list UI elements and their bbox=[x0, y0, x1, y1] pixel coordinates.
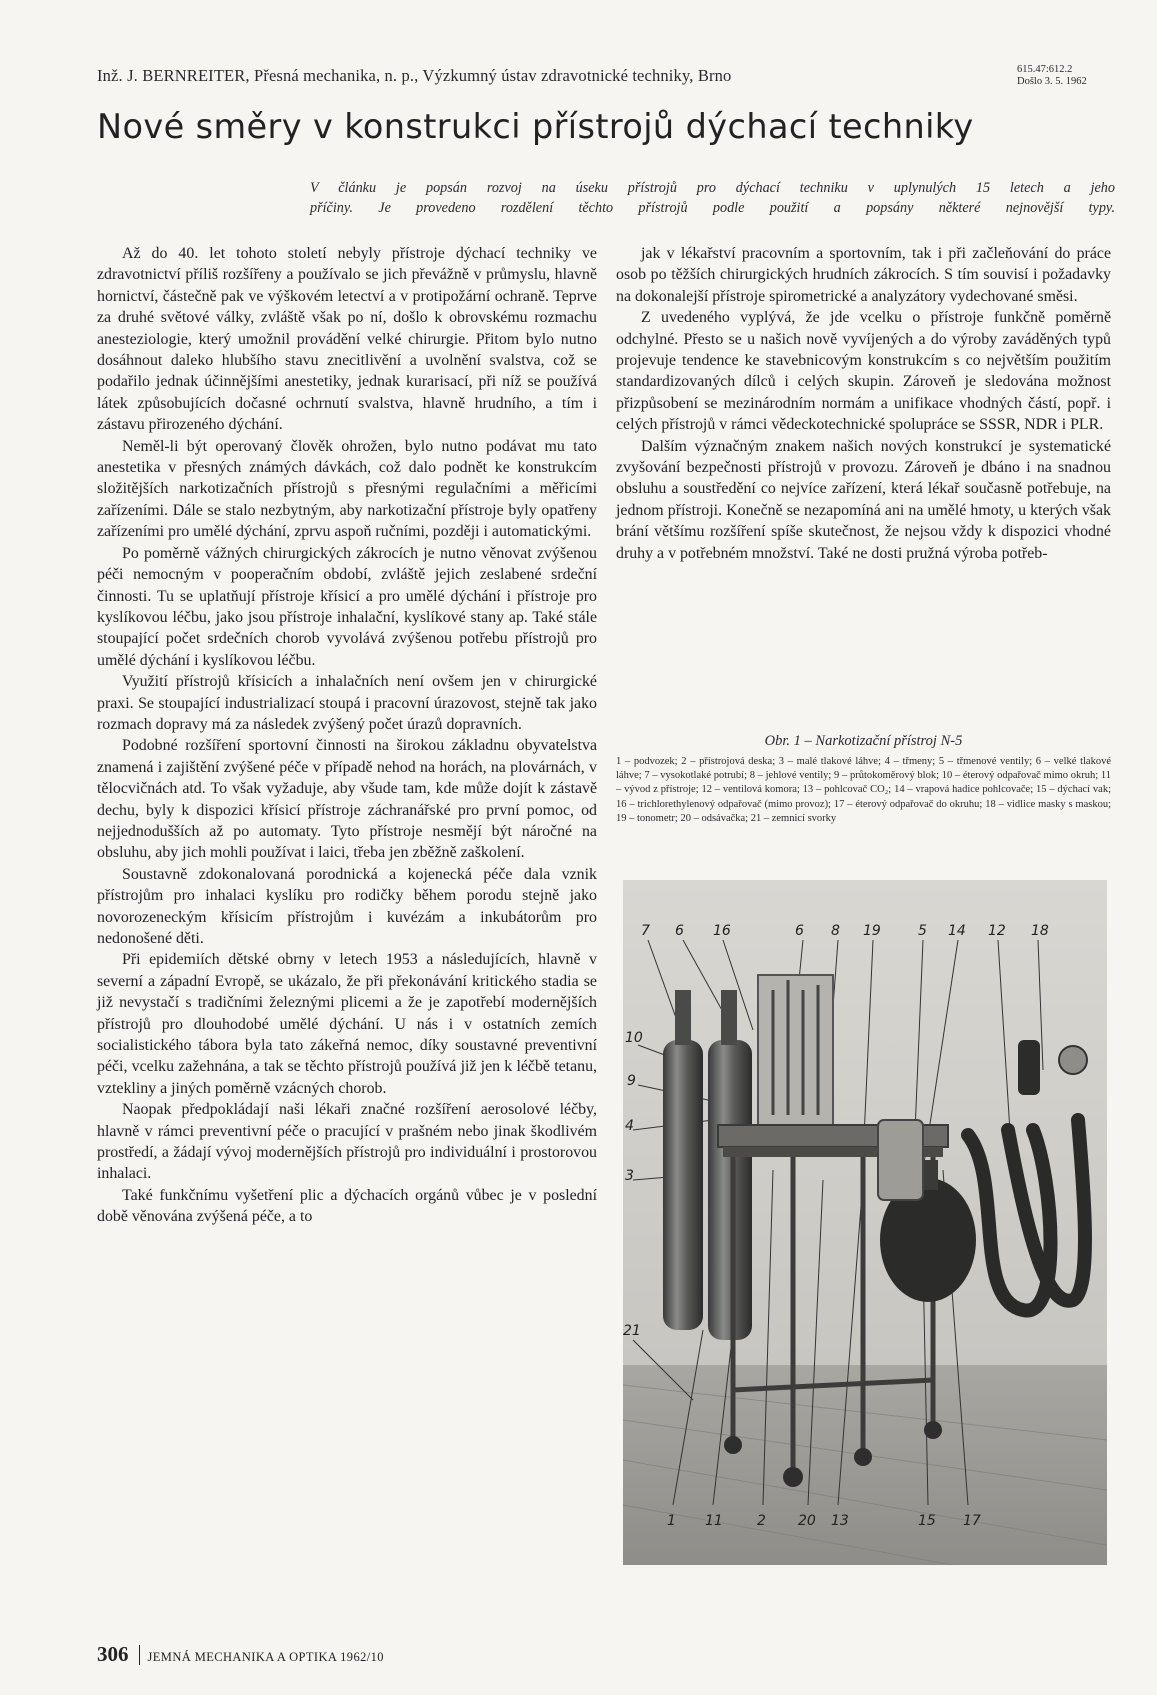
callout-label: 1 bbox=[667, 1513, 676, 1529]
callout-label: 11 bbox=[705, 1513, 723, 1529]
apparatus-illustration bbox=[623, 880, 1107, 1565]
callout-label: 15 bbox=[918, 1513, 936, 1529]
paragraph: Po poměrně vážných chirurgických zákrocích je nutno věnovat zvýšenou péči nemocným v pooperačním období, zvláště jejich zeslabené srdeční činnosti. Tu se uplatňují přístroje křísicí a pro umělé dýchání i přístroje pro kyslíkovou léčbu, jako jsou přístroje inhalační, kyslíkové stany ap. Také stále stoupající počet srdečních chorob vyvolává zvýšenou potřebu přístrojů pro umělé dýchání i kyslíkovou léčbu. bbox=[97, 544, 597, 669]
callout-label: 12 bbox=[988, 923, 1006, 939]
paragraph: Využití přístrojů křísicích a inhalačních není ovšem jen v chirurgické praxi. Se stoupající industrializací stoupá i pracovní úrazovost, stejně tak jako rozmach dopravy má za následek zvýšený počet úrazů dopravních. bbox=[97, 673, 597, 733]
callout-label: 8 bbox=[831, 923, 840, 939]
right-column bbox=[616, 243, 1111, 564]
page-footer bbox=[97, 1642, 697, 1667]
callout-label: 3 bbox=[625, 1168, 634, 1184]
abstract bbox=[310, 178, 1115, 218]
callout-label: 6 bbox=[675, 923, 684, 939]
abstract-line-2: příčiny. Je provedeno rozdělení těchto přístrojů podle použití a popsány některé nejnovější typy. bbox=[310, 200, 1115, 216]
callout-label: 21 bbox=[623, 1323, 641, 1339]
page-number: 306 bbox=[97, 1642, 129, 1666]
callout-label: 20 bbox=[798, 1513, 816, 1529]
article-title: Nové směry v konstrukci přístrojů dýchací techniky bbox=[97, 107, 974, 146]
abstract-line-1: V článku je popsán rozvoj na úseku přístrojů pro dýchací techniku v uplynulých 15 letech a jeho bbox=[310, 180, 1115, 196]
callout-label: 18 bbox=[1031, 923, 1049, 939]
left-column bbox=[97, 243, 597, 1228]
callout-label: 10 bbox=[625, 1030, 643, 1046]
paragraph: Až do 40. let tohoto století nebyly přístroje dýchací techniky ve zdravotnictví příliš rozšířeny a používalo se jich převážně v průmyslu, hlavně hornictví, částečně pak ve výškovém letectví a v protipožární ochraně. Teprve za druhé světové války, zvláště však po ní, došlo k obrovskému rozmachu anesteziologie, který umožnil provádění velké chirurgie. Přitom bylo nutno dosáhnout daleko hlubšího stavu znecitlivění a uvolnění svalstva, což se podařilo jednak účinnějšími anestetiky, jednak kurarisací, při níž se používá látek způsobujících dočasné ochrnutí svalstva, hlavně hrudního, a tím i zástavu přirozeného dýchání. bbox=[97, 245, 597, 434]
callout-label: 5 bbox=[918, 923, 927, 939]
callout-label: 17 bbox=[963, 1513, 981, 1529]
paragraph: Naopak předpokládají naši lékaři značné rozšíření aerosolové léčby, hlavně v rámci preventivní péče o pracující v prašném nebo jinak škodlivém prostředí, a žádají vývoj modernějších přístrojů pro individuální i prostorovou inhalaci. bbox=[97, 1101, 597, 1183]
callout-label: 6 bbox=[795, 923, 804, 939]
callout-label: 13 bbox=[831, 1513, 849, 1529]
callout-label: 7 bbox=[641, 923, 650, 939]
paragraph: jak v lékařství pracovním a sportovním, tak i při začleňování do práce osob po těžších chirurgických hrudních zákrocích. S tím souvisí i požadavky na dokonalejší přístroje spirometrické a analyzátory vydechované směsi. bbox=[616, 245, 1111, 305]
paragraph: Podobné rozšíření sportovní činnosti na širokou základnu obyvatelstva znamená i zajištění zvýšené péče v případě nehod na horách, na plovárnách, v tělocvičnách atd. To však vyžaduje, aby všude tam, kde může dojít k zástavě dechu, byly k dispozici křísicí přístroje záchranářské pro první pomoc, od nejjednodušších až po automaty. Tyto přístroje nesmějí být náročné na obsluhu, aby jich mohli používat i laici, třeba jen zběžně zaškolení. bbox=[97, 737, 597, 862]
callout-label: 16 bbox=[713, 923, 731, 939]
callout-label: 2 bbox=[757, 1513, 766, 1529]
paragraph: Z uvedeného vyplývá, že jde vcelku o přístroje funkčně poměrně odchylné. Přesto se u našich nově vyvíjených a do výroby zaváděných typů projevuje tendence ke stavebnicovým konstrukcím s co největším použitím standardizovaných dílců i celých skupin. Zároveň je sledována možnost přizpůsobení se mezinárodním normám a unifikace vhodných částí, popř. i celých přístrojů v rámci vědeckotechnické spolupráce se SSSR, NDR i PLR. bbox=[616, 309, 1111, 434]
received-date: Došlo 3. 5. 1962 bbox=[1017, 76, 1087, 87]
paragraph: Dalším význačným znakem našich nových konstrukcí je systematické zvyšování bezpečnosti přístrojů v provozu. Zároveň je dbáno i na snadnou obsluhu a soustředění co nejvíce zařízení, která lékař současně potřebuje, na jednom přístroji. Konečně se nezapomíná ani na umělé hmoty, u kterých však brání většímu rozšíření spíše skutečnost, že nejsou vždy k dispozici vhodné druhy a v potřebném množství. Také ne dosti pružná výroba potřeb- bbox=[616, 437, 1111, 562]
figure-legend: 1 – podvozek; 2 – přístrojová deska; 3 – malé tlakové láhve; 4 – třmeny; 5 – třmenové ventily; 6 – velké tlakové láhve; 7 – vysokotlaké potrubí; 8 – jehlové ventily; 9 – průtokoměrový blok; 10 – éterový odpařovač mimo okruh; 11 – vývod z přístroje; 12 – ventilová komora; 13 – pohlcovač CO₂; 14 – vrapová hadice pohlcovače; 15 – dýchací vak; 16 – trichlorethylenový odpařovač (mimo provoz); 17 – éterový odpařovač do okruhu; 18 – vidlice masky s maskou; 19 – tonometr; 20 – odsávačka; 21 – zemnicí svorky bbox=[616, 756, 1111, 824]
apparatus-photo bbox=[623, 880, 1107, 1565]
footer-divider bbox=[139, 1645, 140, 1665]
udc-code: 615.47:612.2 bbox=[1017, 64, 1073, 75]
paragraph: Při epidemiích dětské obrny v letech 1953 a následujících, hlavně v severní a západní Evropě, se ukázalo, že při překonávání kritického stadia se již nevystačí s tradičními železnými plicemi a že je zapotřebí modernějších přístrojů pro dlouhodobé umělé dýchání. U nás i v ostatních zemích socialistického tábora byla tato zákeřná nemoc, díky soustavné preventivní péči, vcelku zažehnána, a tak se těchto přístrojů používá již jen k léčbě tetanu, vztekliny a jiných poměrně vzácných chorob. bbox=[97, 951, 597, 1097]
paragraph: Také funkčnímu vyšetření plic a dýchacích orgánů vůbec je v poslední době věnována zvýšená péče, a to bbox=[97, 1186, 597, 1226]
journal-name: JEMNÁ MECHANIKA A OPTIKA 1962/10 bbox=[147, 1650, 384, 1664]
udc-block bbox=[1017, 64, 1127, 88]
byline: Inž. J. BERNREITER, Přesná mechanika, n. p., Výzkumný ústav zdravotnické techniky, Brno bbox=[97, 66, 732, 85]
figure-caption-title: Obr. 1 – Narkotizační přístroj N-5 bbox=[764, 733, 963, 749]
callout-label: 9 bbox=[627, 1073, 636, 1089]
paragraph: Soustavně zdokonalovaná porodnická a kojenecká péče dala vznik přístrojům pro inhalaci kyslíku pro rodičky během porodu stejně jako novorozeneckým křísicím přístrojům i kuvézám a inkubátorům pro nedonošené děti. bbox=[97, 865, 597, 947]
paragraph: Neměl-li být operovaný člověk ohrožen, bylo nutno podávat mu tato anestetika v přesných známých dávkách, což dalo podnět ke konstrukcím složitějších narkotizačních přístrojů s přesnými regulačními a měřicími zařízeními. Dále se stalo nezbytným, aby narkotizační přístroje byly opatřeny zařízeními pro umělé dýchání, zprvu aspoň ručními, později i automatickými. bbox=[97, 437, 597, 541]
callout-label: 14 bbox=[948, 923, 966, 939]
callout-label: 4 bbox=[625, 1118, 634, 1134]
callout-label: 19 bbox=[863, 923, 881, 939]
